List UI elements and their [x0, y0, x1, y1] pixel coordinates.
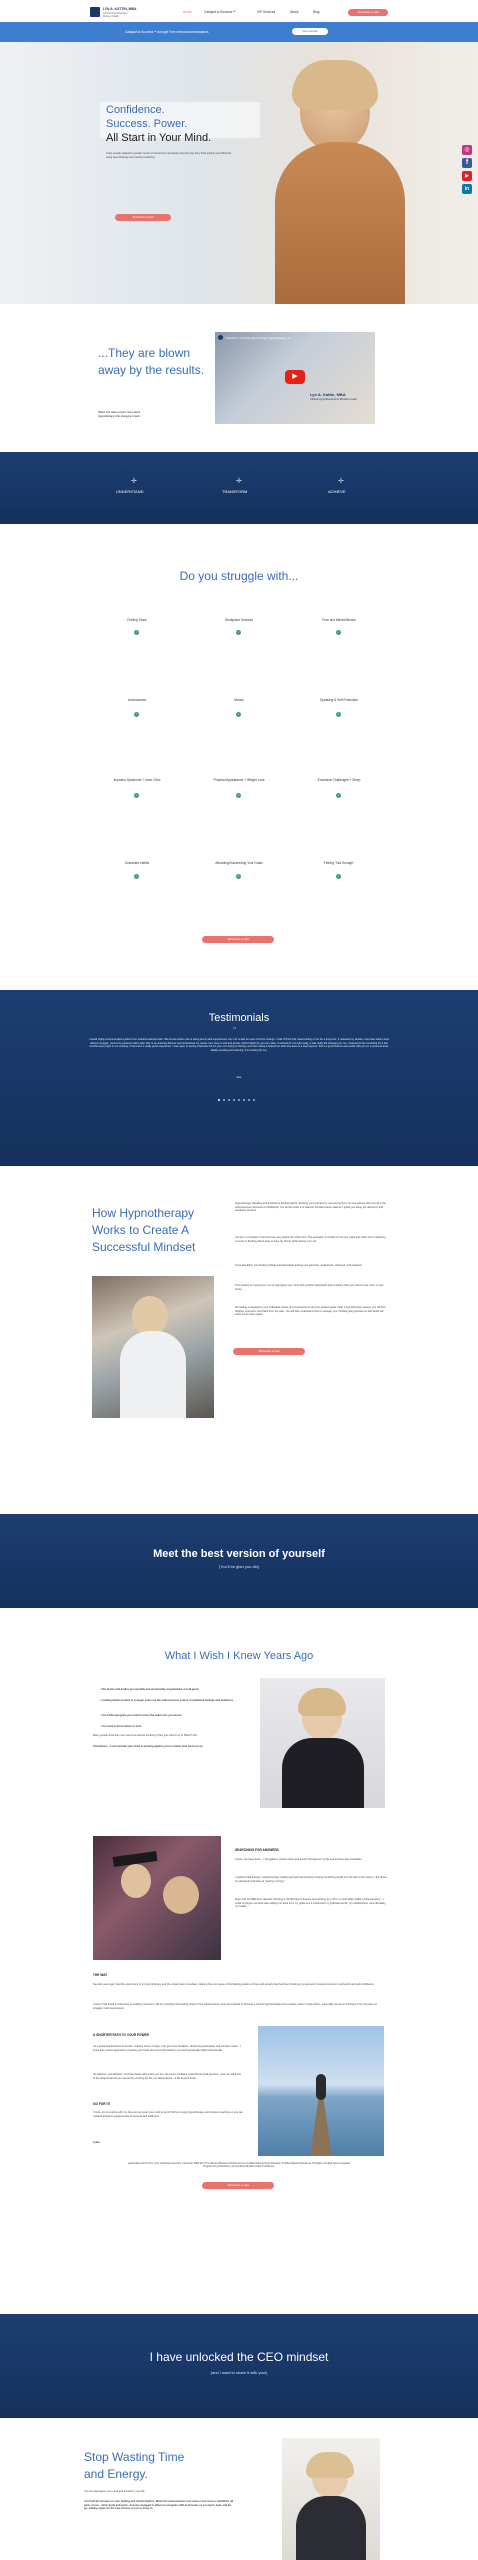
- wish-bullet: • Our brains and bodies are mentally and emotionally programmed, not all good.: [100, 1688, 199, 1691]
- testimonials-section: [0, 990, 478, 1166]
- wish-bullet: • You CAN reprogram your mind to have the belief sets you desire.: [100, 1714, 182, 1717]
- quote-icon: ”: [233, 1026, 237, 1037]
- wish-section: [0, 1608, 478, 2334]
- video-thumb-name: Lyn A. Kattin, MBA: [310, 392, 346, 397]
- struggle-item: Workplace Success: [225, 618, 253, 622]
- struggle-item: Emotional Challenges + Sleep: [317, 778, 361, 782]
- brand-name[interactable]: LYN A. KATTIN, MBA: [103, 7, 137, 11]
- play-icon[interactable]: ▶: [285, 370, 305, 384]
- logo-mark[interactable]: [90, 7, 100, 17]
- hero-section: [0, 42, 478, 304]
- way-paragraph: I knew I had found a critical key to enabling success in life by unlocking the healing power of the subconscious mind, and trained to become a clinical hypnotherapist and mindset coach to help others, especially women in business, from the pains of struggle I had experienced.: [93, 2003, 377, 2010]
- how-title-1: How Hypnotherapy: [92, 1206, 195, 1220]
- how-section: [0, 1166, 478, 1514]
- check-icon: ✓: [135, 630, 138, 634]
- struggle-item: Feeling "Not Enough": [323, 861, 355, 865]
- wish-title: What I Wish I Knew Years Ago: [164, 1650, 314, 1662]
- pillars-section: [0, 452, 478, 524]
- struggle-item: Money: [234, 698, 244, 702]
- youtube-icon[interactable]: ▶: [462, 171, 472, 181]
- ceo-title: I have unlocked the CEO mindset: [149, 2350, 329, 2364]
- check-icon: ✓: [337, 630, 340, 634]
- best-title: Meet the best version of yourself: [153, 1548, 325, 1560]
- ceo-subtitle: (and I want to share it with you!): [210, 2370, 268, 2375]
- wish-bullet: • You need to know where to look.: [100, 1725, 142, 1728]
- struggle-item: Speaking & Self Promotion: [319, 698, 359, 702]
- video-heading-2: away by the results.: [98, 363, 205, 377]
- signature: Lydia: [93, 2141, 100, 2144]
- way-paragraph: Several years ago I had the opportunity to try hypnotherapy and the impact was immediate, clearing the root cause of the lifelong patterns of fear and anxiety that had been blocking my goal and I received a boost in self-worth and self-confidence.: [93, 1983, 375, 1986]
- check-icon: ✓: [337, 712, 340, 716]
- bullet-icon: •: [100, 1699, 102, 1702]
- hero-schedule-button[interactable]: Schedule a Call: [115, 214, 171, 221]
- carousel-dot[interactable]: [228, 1099, 230, 1101]
- brand-sub: Mindset Coach: [103, 14, 119, 18]
- struggle-item: Physical Appearance + Weight Loss: [213, 778, 265, 782]
- carousel-dot[interactable]: [243, 1099, 245, 1101]
- check-icon: ✓: [237, 630, 240, 634]
- testimonial-author: Dee: [236, 1076, 242, 1079]
- way-title: THE WAY: [93, 1973, 108, 1977]
- video-heading-1: ...They are blown: [98, 346, 191, 360]
- stop-section: [0, 2418, 478, 2560]
- hero-headline-1: Confidence.: [106, 104, 165, 116]
- facebook-icon[interactable]: f: [462, 158, 472, 168]
- struggle-item: Attracting/Succeeding Your Goals: [215, 861, 263, 865]
- pier-photo: [258, 2026, 384, 2156]
- wish-paragraph: Many people think they can overcome almost anything if they just tried to try to RIGHT this!: [93, 1734, 198, 1737]
- search-title: SEARCHING FOR ANSWERS: [235, 1848, 279, 1852]
- search-paragraph: I know, I've been there - I struggled in random fears and doubts throughout my life and at times was miserable...: [235, 1858, 364, 1861]
- struggle-schedule-button[interactable]: Schedule a Call: [202, 936, 274, 943]
- carousel-dot[interactable]: [223, 1099, 225, 1101]
- check-icon: ✓: [237, 874, 240, 878]
- struggle-item: Anxiousness: [127, 698, 147, 702]
- struggle-item: Feeling Stuck: [127, 618, 147, 622]
- promo-banner: [0, 22, 478, 42]
- brand-sub: Clinical Hypnotherapist: [103, 11, 128, 15]
- pillar-achieve: ACHIEVE: [328, 489, 346, 494]
- how-paragraph-4: This creates an opening for you to reprogram your mind with positive self-beliefs and emotions what you want to see more in your future.: [235, 1284, 384, 1291]
- ceo-section: [0, 2314, 478, 2418]
- video-avatar: [218, 335, 223, 340]
- video-title: Transform Your Mindset through Hypnotherapy w...: [225, 336, 293, 340]
- struggle-item: Fear and Mental Blocks: [322, 618, 356, 622]
- header-schedule-button[interactable]: Schedule a Call: [348, 9, 388, 16]
- bullet-icon: •: [100, 1688, 102, 1691]
- search-paragraph: Even with an MBA from Harvard, climbing to 30,000 feet in finance and working as a VP in a multi-billion dollar media company... I could not figure out what was holding me back from my goals and it influenced my professional life, my relationships, and ultimately, my health.: [235, 1898, 386, 1909]
- check-icon: ✓: [337, 874, 340, 878]
- graduation-photo: [93, 1836, 221, 1960]
- hero-headline-2: Success. Power.: [106, 118, 188, 130]
- promo-text: Catapult to Success™ and get Free extra accommodations: [125, 29, 209, 34]
- best-subtitle: (You'll be glad you did): [218, 1564, 260, 1569]
- carousel-dot[interactable]: [233, 1099, 235, 1101]
- nav-item-vip-services[interactable]: VIP Services: [257, 10, 276, 14]
- stop-paragraph: You can reprogram your mind and transform your life.: [84, 2490, 146, 2493]
- carousel-dot[interactable]: [238, 1099, 240, 1101]
- nav-item-blog[interactable]: Blog: [313, 10, 320, 14]
- how-paragraph-3: Once identified, your limiting beliefs and associated feelings are explored, understood, reframed, and released.: [235, 1264, 363, 1267]
- check-icon: ✓: [337, 793, 340, 797]
- check-icon: ✓: [135, 793, 138, 797]
- hero-body: I help people catapult to greater levels of success by reprogramming the way they think quickly and efficiently using hypnotherapy and mindset coaching.: [106, 152, 232, 159]
- struggle-item: Unwanted Habits: [124, 861, 150, 865]
- wish-schedule-button[interactable]: Schedule a Call: [202, 2182, 274, 2189]
- testimonial-quote: I would highly recommended Lydia for her transformational work. She knows what's she is doing and is well experienced. Her mix is with an open mind for change. I had 170 lbs that I was holding on for for a long time. It released my decide I can have what I want without struggle. I loved my sessions with Lydia. She is an amazing listener and understood my needs. Her voice is soft and gentle, which helpful so you can relax. It worked for me right away, it was really life changing for me. I listened to the recording for a few months every night in our existing. It has been a really good experience. I was open to seeing what else but it's your own being of therapy and she's always helped but what she does is a step beyond. She's a great listener and works with you on a personal level. Really amazing and relaxing. It is working for me.: [89, 1038, 389, 1052]
- how-title-3: Successful Mindset: [92, 1240, 196, 1254]
- struggle-section: [0, 524, 478, 990]
- check-icon: ✓: [135, 874, 138, 878]
- video-caption-1: Watch this video to learn more about: [98, 411, 141, 414]
- how-paragraph-2: You are in complete control and are very aware the entire time. The sensation is similar to how you might feel when lost in watching a movie or thinking about what to have for dinner while driving your car.: [235, 1236, 386, 1243]
- wish-paragraph: Sometimes... it can feel like your mind is working against you no matter how hard you try.: [93, 1745, 204, 1748]
- search-paragraph: I explored talk therapy, complementary healing and spiritual practices hoping something would turn the tide of the misery. I felt driven by self-doubt and fears of "getting it wrong.": [235, 1876, 388, 1883]
- how-schedule-button[interactable]: Schedule a Call: [233, 1348, 305, 1355]
- carousel-dot[interactable]: [248, 1099, 250, 1101]
- check-icon: ✓: [237, 712, 240, 716]
- hero-headline-3: All Start in Your Mind.: [106, 132, 212, 144]
- site-header: [0, 0, 478, 22]
- linkedin-icon[interactable]: in: [462, 184, 472, 194]
- check-icon: ✓: [135, 712, 138, 716]
- promo-details-button[interactable]: See Details: [292, 28, 328, 35]
- nav-item-catapult[interactable]: Catapult to Success™: [204, 10, 236, 14]
- check-icon: ✓: [237, 793, 240, 797]
- how-paragraph-1: Hypnotherapy identifies and transforms limiting beliefs. Working your success by uncovering them (at root causes often found in the subconscious memories of childhood). You do this while in a relaxed, focused trance state as I guide you along the discovery and resolution process.: [235, 1202, 386, 1213]
- struggle-item: Impostor Syndrome + Inner Critic: [113, 778, 161, 782]
- how-paragraph-5: All healing is targeted to your individual needs, and customized to aid your desired goals. After a hypnotherapy session you will feel brighter, energetic, and freed from the past. You will also understand how to manage your mindset going forward so self-belief will never be an issue again.: [235, 1306, 386, 1317]
- carousel-dot[interactable]: [253, 1099, 255, 1101]
- video-caption-2: Hypnotherapy's life-changing impact.: [98, 415, 141, 418]
- stop-paragraph: You hold the answers to your healing and transformation. When the subconscious root cause of an issue is identified, all parts of you - mind, body and spirit - become engaged to affect an energetic shift at all levels so you learn, heal, and let go, making space for the new version of you to move in.: [84, 2500, 234, 2511]
- nav-item-home[interactable]: Home: [183, 10, 192, 14]
- shorter-title: A SHORTER PATH TO YOUR POWER: [93, 2033, 149, 2037]
- shorter-paragraph: As a seasoned business executive, working seven of days, only got a few breakers, clinical hypnotherapist and mindset coach - I know this modern approach to healing your heart and mind will transform you both personally AND professionally.: [93, 2045, 241, 2052]
- video-section: [0, 304, 478, 452]
- instagram-icon[interactable]: ◎: [462, 145, 472, 155]
- stop-photo: [282, 2438, 380, 2560]
- how-title-2: Works to Create A: [92, 1223, 190, 1237]
- goforit-title: GO FOR IT!: [93, 2102, 111, 2106]
- video-player[interactable]: [215, 332, 375, 424]
- pillar-understand: UNDERSTAND: [116, 489, 144, 494]
- nav-item-about[interactable]: About: [290, 10, 299, 14]
- pillar-transform: TRANSFORM: [222, 489, 248, 494]
- bullet-icon: •: [100, 1725, 102, 1728]
- video-thumb-role: Clinical Hypnotherapist & Mindset Coach: [310, 398, 357, 401]
- pillar-icon: ✛: [338, 478, 344, 485]
- carousel-dot[interactable]: [218, 1099, 220, 1101]
- testimonials-title: Testimonials: [208, 1012, 270, 1024]
- stop-title-1: Stop Wasting Time: [84, 2450, 185, 2464]
- struggle-title: Do you struggle with...: [179, 569, 299, 583]
- pillar-icon: ✛: [236, 478, 242, 485]
- shorter-paragraph: It's effective, and efficient. You'll feel better about who you are, feel more confident, powerful and self assured - and you will thrive at the deepest levels you are worthy of living the life you desire about - a life beyond limits.: [93, 2073, 242, 2080]
- wish-bullet: • Limiting beliefs formed in younger years are the subconscious source of unwanted feelings and behaviors.: [100, 1699, 234, 1702]
- credentials: Lydia Kattin has his B.A. from Columbia University, Cincinnati, MBA from The Harvard Business School and is a Certified Clinical Hypnotherapist, Certified Master Practitioner Therapist, Certified Neuro-Linguistic Programming Practitioner, and Certified Mindset Coach Practitioner.: [127, 2162, 351, 2169]
- best-version-section: [0, 1514, 478, 1608]
- hero-photo: [270, 42, 440, 304]
- goforit-paragraph: I invite you to explore with me how we can reset your mind to work FOR you using hypnotherapy and mindset coaching so you can catapult ahead to greater levels of success and fulfillment.: [93, 2111, 243, 2118]
- stop-title-2: and Energy.: [84, 2467, 148, 2481]
- bullet-icon: •: [100, 1714, 102, 1717]
- portrait-photo: [260, 1678, 385, 1808]
- pillar-icon: ✛: [131, 478, 137, 485]
- how-photo: [92, 1276, 214, 1418]
